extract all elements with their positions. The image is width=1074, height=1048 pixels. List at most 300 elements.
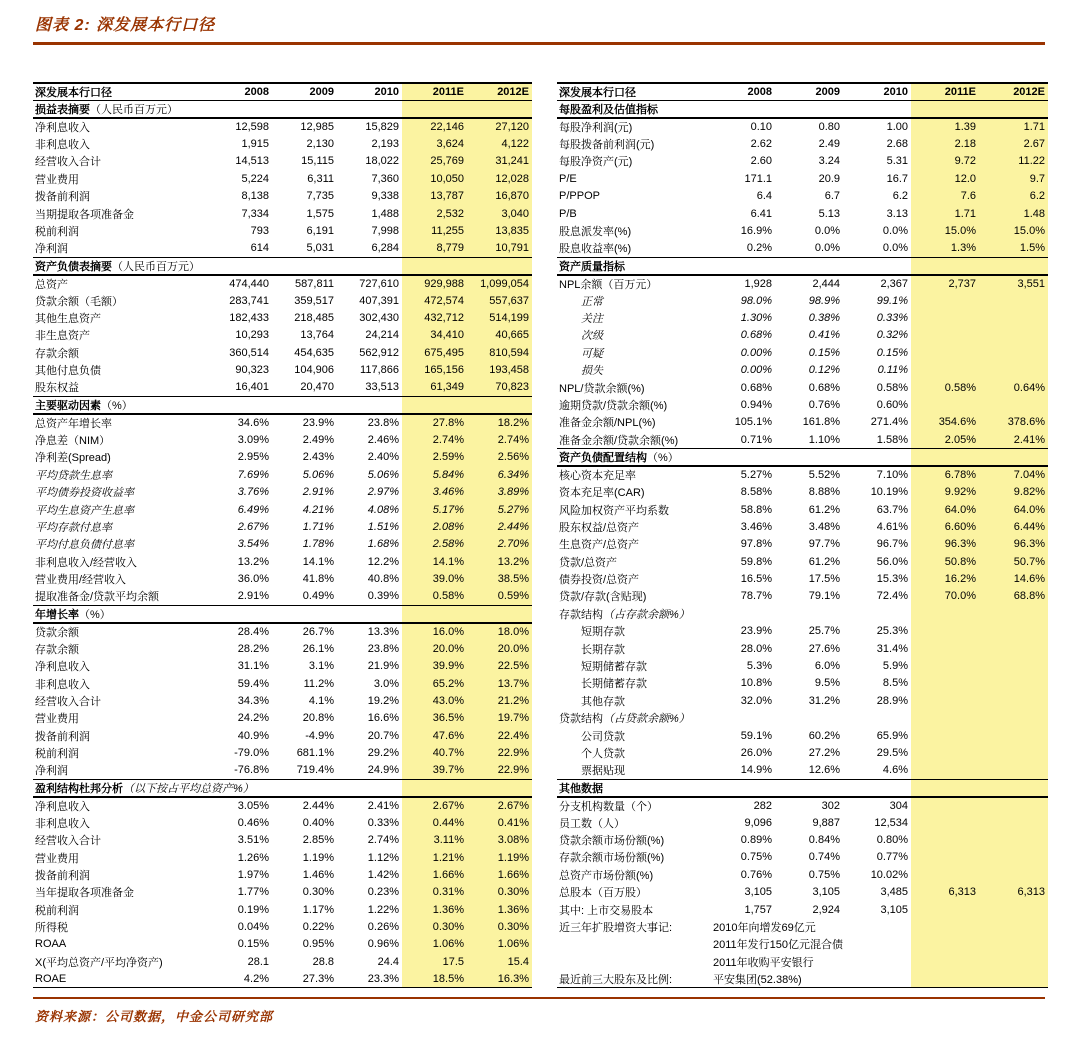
cell-value [911, 657, 979, 674]
row-label: 短期储蓄存款 [581, 661, 647, 674]
highlight-cell [911, 779, 979, 797]
row-label: 经营收入合计 [35, 156, 101, 169]
cell-value: 6.2 [892, 190, 908, 203]
column-header-2011E: 2011E [402, 83, 467, 101]
cell-value: 514,199 [467, 309, 532, 326]
row-label: 净利润 [35, 243, 68, 256]
cell-value: 16.9% [740, 225, 772, 238]
cell-value: 2.40% [367, 451, 399, 464]
cell-value [979, 344, 1048, 361]
cell-value: 4.2% [207, 971, 272, 988]
cell-value: 2,924 [812, 903, 840, 916]
cell-value: 23.9% [302, 417, 334, 430]
cell-value: 13.3% [367, 625, 399, 638]
table-row [557, 640, 1048, 657]
cell-value: 38.5% [467, 570, 532, 587]
cell-value: 8,779 [402, 240, 467, 257]
cell-value: 22.5% [467, 657, 532, 674]
cell-value: 0.76% [808, 399, 840, 412]
table-row [33, 466, 532, 483]
table-row [557, 727, 1048, 744]
cell-value: 1.42% [367, 868, 399, 881]
cell-value: 64.0% [979, 501, 1048, 518]
row-label: 净利润 [35, 765, 68, 778]
highlight-cell [467, 396, 532, 414]
cell-value: 0.84% [808, 834, 840, 847]
row-label: 税前利润 [35, 904, 79, 917]
cell-value: 2,193 [371, 138, 399, 151]
cell-value: 0.94% [740, 399, 772, 412]
table-row [557, 675, 1048, 692]
tables-container [33, 82, 1045, 988]
cell-value: 27,120 [467, 118, 532, 135]
row-label: NPL余额（百万元） [559, 278, 658, 291]
cell-value: 27.6% [808, 642, 840, 655]
row-label: 总资产市场份额(%) [559, 869, 654, 882]
cell-value: 4.6% [882, 764, 908, 777]
table-row [557, 205, 1048, 222]
cell-value: 16.7 [886, 172, 908, 185]
table-header-row [557, 83, 1048, 101]
row-label: 资本充足率(CAR) [559, 487, 645, 500]
cell-value: 1.00 [886, 121, 908, 134]
cell-value: 40.9% [237, 729, 269, 742]
cell-value: 24,214 [365, 329, 399, 342]
cell-value: 1.66% [402, 866, 467, 883]
cell-value: 6,313 [979, 884, 1048, 901]
cell-value: 29.5% [876, 746, 908, 759]
section-label [557, 101, 911, 119]
cell-value: 13.2% [467, 553, 532, 570]
table-row [557, 240, 1048, 257]
table-row [557, 414, 1048, 431]
note-text: 2010年向增发69亿元 [713, 921, 816, 934]
cell-value: 2.67 [979, 135, 1048, 152]
section-title: 盈利结构杜邦分析 [35, 782, 123, 795]
row-label: 平均付息负债付息率 [35, 539, 134, 552]
cell-value: 0.58% [402, 588, 467, 605]
cell-value: 2.85% [302, 834, 334, 847]
cell-value: 2.74% [402, 431, 467, 448]
cell-value: 8.5% [882, 677, 908, 690]
cell-value: 6.78% [911, 466, 979, 483]
cell-value: 587,811 [295, 277, 334, 290]
cell-value: 96.7% [876, 538, 908, 551]
cell-value: 2.95% [237, 451, 269, 464]
table-row [557, 901, 1048, 918]
cell-value: 78.7% [740, 590, 772, 603]
row-label: 近三年扩股增资大事记: [559, 921, 673, 934]
highlight-cell [402, 257, 467, 275]
column-header-2008: 2008 [707, 83, 775, 101]
cell-value: 26.1% [302, 642, 334, 655]
cell-value: 0.64% [979, 379, 1048, 396]
cell-value: 1,915 [241, 138, 269, 151]
corner-label: 深发展本行口径 [557, 83, 707, 101]
cell-value: 18,022 [365, 155, 399, 168]
cell-value: 472,574 [402, 292, 467, 309]
cell-value: 5.06% [302, 468, 334, 481]
cell-value: 0.41% [467, 814, 532, 831]
row-label: 总资产年增长率 [35, 418, 112, 431]
cell-value: 2,532 [402, 205, 467, 222]
row-label: 关注 [581, 313, 603, 326]
cell-value: 0.77% [876, 851, 908, 864]
cell-value: 3.05% [237, 799, 269, 812]
cell-value: 5.06% [367, 468, 399, 481]
table-row [33, 188, 532, 205]
cell-value [979, 814, 1048, 831]
cell-value: 18.2% [467, 414, 532, 431]
row-label: 股息收益率(%) [559, 243, 632, 256]
cell-value [911, 344, 979, 361]
cell-value: 16,401 [235, 381, 269, 394]
cell-value: 0.80% [876, 834, 908, 847]
cell-value: 105.1% [734, 416, 772, 429]
cell-value: 5,031 [306, 242, 334, 255]
cell-value: 2.67% [467, 797, 532, 814]
cell-value: 22,146 [402, 118, 467, 135]
cell-value: 3.46% [402, 483, 467, 500]
cell-value: 2.41% [979, 431, 1048, 448]
table-row [33, 205, 532, 222]
cell-value: 15,115 [301, 155, 334, 168]
row-label: 债券投资/总资产 [559, 574, 640, 587]
cell-value: 1.71 [911, 205, 979, 222]
row-label: 准备金余额/贷款余额(%) [559, 434, 679, 447]
cell-value: 0.33% [876, 312, 908, 325]
cell-value: 3.76% [237, 486, 269, 499]
cell-value: 3.89% [467, 483, 532, 500]
cell-value: 117,866 [360, 364, 399, 377]
cell-value: 0.0% [814, 242, 840, 255]
section-note: （占存款余额%） [603, 608, 690, 621]
cell-value: 1.46% [302, 868, 334, 881]
table-row [33, 640, 532, 657]
cell-value: 2.67% [237, 520, 269, 533]
section-title: 资产质量指标 [559, 260, 625, 273]
highlight-cell [979, 936, 1048, 953]
table-row [33, 344, 532, 361]
cell-value: 43.0% [402, 692, 467, 709]
cell-value: 12.6% [808, 764, 840, 777]
table-row [33, 710, 532, 727]
column-header-2010: 2010 [843, 83, 911, 101]
cell-value: 12,598 [235, 121, 269, 134]
table-row [557, 970, 1048, 987]
cell-value: 39.0% [402, 570, 467, 587]
row-label: 拨备前利润 [35, 730, 90, 743]
row-label: 每股净资产(元) [559, 156, 633, 169]
section-title: 资产负债配置结构 [559, 452, 647, 465]
cell-value: 15,829 [365, 121, 399, 134]
table-row [33, 362, 532, 379]
highlight-cell [911, 970, 979, 987]
cell-value: 70.0% [911, 588, 979, 605]
cell-value: 20.9 [818, 172, 840, 185]
cell-value: 1.5% [979, 240, 1048, 257]
cell-value [979, 292, 1048, 309]
cell-value: 407,391 [359, 294, 399, 307]
section-label [33, 101, 402, 119]
row-label: 提取准备金/贷款平均余额 [35, 591, 160, 604]
row-label: 净利差(Spread) [35, 452, 111, 465]
cell-value: 24.4 [377, 955, 399, 968]
cell-value: 28.2% [237, 642, 269, 655]
section-label [557, 257, 911, 275]
cell-value: 562,912 [359, 346, 399, 359]
cell-value [911, 692, 979, 709]
cell-value: 2.56% [467, 449, 532, 466]
highlight-cell [911, 449, 979, 467]
table-row [33, 727, 532, 744]
table-row [557, 327, 1048, 344]
table-row [33, 449, 532, 466]
cell-value: 28.9% [876, 694, 908, 707]
row-label: 贷款余额（毛额） [35, 295, 123, 308]
cell-value: 26.7% [302, 625, 334, 638]
cell-value: 0.39% [367, 590, 399, 603]
cell-value: -76.8% [234, 764, 269, 777]
cell-value: 23.8% [367, 642, 399, 655]
cell-value: -79.0% [234, 747, 269, 760]
cell-value: 12,028 [467, 170, 532, 187]
cell-value: 3,105 [880, 903, 908, 916]
row-label: 平均生息资产生息率 [35, 504, 134, 517]
section-title: 资产负债表摘要 [35, 260, 112, 273]
cell-value: 31,241 [467, 153, 532, 170]
cell-value: 13,835 [467, 222, 532, 239]
cell-value: 378.6% [979, 414, 1048, 431]
cell-value [911, 849, 979, 866]
row-label: 当期提取各项准备金 [35, 208, 134, 221]
cell-value [911, 727, 979, 744]
cell-value: 6,191 [306, 225, 334, 238]
row-label: 个人贷款 [581, 747, 625, 760]
cell-value: 15.0% [979, 222, 1048, 239]
cell-value: 0.31% [402, 884, 467, 901]
cell-value: 0.15% [876, 346, 908, 359]
section-note: （人民币百万元） [90, 104, 178, 116]
cell-value: 63.7% [876, 503, 908, 516]
cell-value: 0.46% [237, 816, 269, 829]
cell-value: 18.0% [467, 623, 532, 640]
cell-value: 0.11% [877, 364, 908, 377]
cell-value: 0.26% [367, 921, 399, 934]
cell-value: 11.2% [303, 677, 334, 690]
cell-value [911, 831, 979, 848]
cell-value: 2.58% [402, 536, 467, 553]
table-row [33, 744, 532, 761]
cell-value: 0.40% [302, 816, 334, 829]
row-label: 所得税 [35, 922, 68, 935]
cell-value: 165,156 [402, 362, 467, 379]
cell-value: 2.59% [402, 449, 467, 466]
cell-value: 810,594 [467, 344, 532, 361]
cell-value: 14.1% [402, 553, 467, 570]
cell-value: 5.27% [467, 501, 532, 518]
table-row [33, 657, 532, 674]
table-row [33, 553, 532, 570]
section-header-row [557, 101, 1048, 119]
section-header-row [557, 257, 1048, 275]
row-label: 净利息收入 [35, 122, 90, 135]
table-row [33, 240, 532, 257]
row-label: 每股净利润(元) [559, 122, 633, 135]
cell-value: 1.66% [467, 866, 532, 883]
cell-value: 360,514 [229, 346, 269, 359]
table-row [33, 379, 532, 396]
cell-value: 359,517 [294, 294, 334, 307]
cell-value: 3.08% [467, 831, 532, 848]
cell-value: 97.7% [808, 538, 840, 551]
row-label: P/E [559, 172, 577, 185]
cell-value: 0.59% [467, 588, 532, 605]
highlight-cell [402, 779, 467, 797]
cell-value [911, 623, 979, 640]
cell-value: 2.49% [302, 433, 334, 446]
cell-value: 2.05% [911, 431, 979, 448]
cell-value: 3,040 [467, 205, 532, 222]
chart-title: 图表 2: 深发展本行口径 [35, 17, 216, 34]
cell-value: 0.0% [882, 225, 908, 238]
highlight-cell [979, 710, 1048, 727]
cell-value: 1,099,054 [467, 275, 532, 292]
row-label: 长期储蓄存款 [581, 678, 647, 691]
row-label: 短期存款 [581, 626, 625, 639]
cell-value [911, 292, 979, 309]
section-header-row [557, 779, 1048, 797]
cell-value: 2.74% [467, 431, 532, 448]
table-row [33, 222, 532, 239]
cell-value: 0.80 [818, 121, 840, 134]
cell-value: 282 [753, 799, 772, 812]
cell-value: 0.30% [402, 918, 467, 935]
cell-value: 0.00% [740, 364, 772, 377]
cell-value: 65.2% [402, 675, 467, 692]
cell-value: 25.7% [808, 625, 840, 638]
cell-value: 0.76% [740, 868, 772, 881]
cell-value: 0.10 [750, 121, 772, 134]
cell-value: 27.2% [808, 746, 840, 759]
row-label: 平均债券投资收益率 [35, 487, 134, 500]
table-row [33, 135, 532, 152]
cell-value: 36.0% [237, 573, 269, 586]
cell-value: 2,444 [812, 277, 840, 290]
section-title: 其他数据 [559, 782, 603, 795]
cell-value: 2.46% [367, 433, 399, 446]
cell-value: 1.71 [979, 118, 1048, 135]
cell-value: 60.2% [808, 729, 840, 742]
cell-value: 28.4% [237, 625, 269, 638]
cell-value: 0.19% [237, 903, 269, 916]
cell-value: 14.6% [979, 570, 1048, 587]
cell-value: 21.2% [467, 692, 532, 709]
cell-value [979, 309, 1048, 326]
row-label: 其中: 上市交易股本 [559, 904, 654, 917]
table-row [33, 275, 532, 292]
row-label: 股东权益 [35, 382, 79, 395]
cell-value: 19.2% [367, 694, 399, 707]
cell-value: 0.15% [808, 346, 840, 359]
cell-value: 98.0% [740, 294, 772, 307]
section-label [557, 779, 911, 797]
cell-value [911, 309, 979, 326]
cell-value: -4.9% [305, 729, 334, 742]
highlight-cell [402, 605, 467, 623]
cell-value: 6.49% [237, 503, 269, 516]
cell-value: 16.6% [367, 712, 399, 725]
cell-value: 11.22 [979, 153, 1048, 170]
cell-value: 0.30% [467, 918, 532, 935]
highlight-cell [467, 101, 532, 119]
cell-value: 7,334 [241, 207, 269, 220]
cell-value: 0.68% [808, 381, 840, 394]
section-note: （占贷款余额%） [603, 713, 690, 726]
cell-value: 3.0% [373, 677, 399, 690]
cell-value: 1.36% [402, 901, 467, 918]
row-label: 次级 [581, 330, 603, 343]
section-title: 每股盈利及估值指标 [559, 104, 658, 116]
cell-value: 6.60% [911, 518, 979, 535]
cell-value: 2,130 [306, 138, 334, 151]
cell-value: 0.41% [808, 329, 840, 342]
highlight-cell [911, 257, 979, 275]
cell-value: 16.0% [402, 623, 467, 640]
cell-value: 5.9% [882, 660, 908, 673]
cell-value: 2,737 [911, 275, 979, 292]
cell-value [911, 640, 979, 657]
cell-value: 9.92% [911, 483, 979, 500]
row-label: X(平均总资产/平均净资产) [35, 956, 163, 969]
cell-value: 6.7 [824, 190, 840, 203]
highlight-cell [467, 605, 532, 623]
row-label: 其他付息负债 [35, 365, 101, 378]
section-label [557, 710, 911, 727]
table-row [557, 431, 1048, 448]
cell-value: 26.0% [740, 746, 772, 759]
column-header-2008: 2008 [207, 83, 272, 101]
cell-value: 9.82% [979, 483, 1048, 500]
cell-value: 0.44% [402, 814, 467, 831]
cell-value [911, 901, 979, 918]
row-label: 每股拨备前利润(元) [559, 139, 655, 152]
row-label: 拨备前利润 [35, 191, 90, 204]
row-label: 经营收入合计 [35, 695, 101, 708]
table-row [557, 292, 1048, 309]
table-row [557, 692, 1048, 709]
cell-value: 27.8% [402, 414, 467, 431]
cell-value: 2,367 [880, 277, 908, 290]
section-header-row [33, 779, 532, 797]
table-row [33, 918, 532, 935]
cell-value: 22.9% [467, 762, 532, 779]
cell-value: 0.30% [467, 884, 532, 901]
row-label: 生息资产/总资产 [559, 539, 640, 552]
cell-value [979, 396, 1048, 413]
cell-value: 5.27% [740, 469, 772, 482]
table-row [557, 379, 1048, 396]
highlight-cell [911, 101, 979, 119]
cell-value: 1.58% [876, 433, 908, 446]
cell-value: 5.13 [818, 207, 840, 220]
cell-value: 1.10% [808, 433, 840, 446]
row-label: 股息派发率(%) [559, 226, 632, 239]
cell-value: 14.9% [740, 764, 772, 777]
cell-value [911, 362, 979, 379]
cell-value: 727,610 [359, 277, 399, 290]
cell-value: 4.61% [876, 520, 908, 533]
